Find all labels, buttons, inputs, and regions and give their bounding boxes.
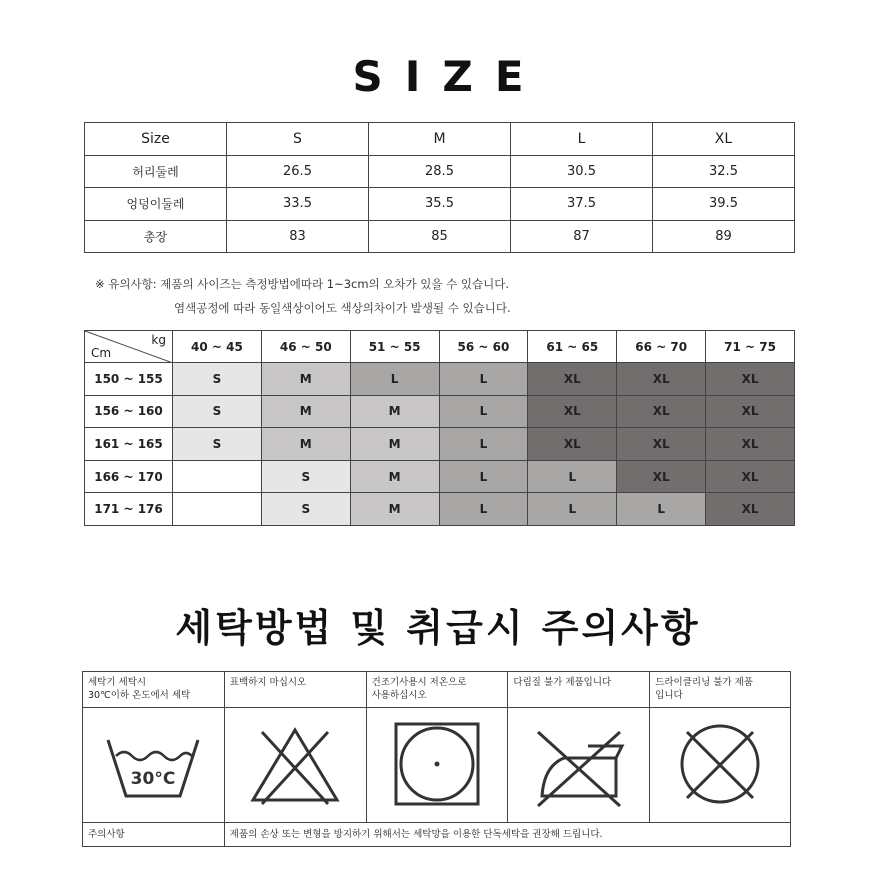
size-cell: S: [261, 493, 350, 526]
size-header-cell: Size: [85, 123, 227, 156]
table-row: [85, 220, 795, 253]
care-text-wash: 세탁기 세탁시 30℃이하 온도에서 세탁: [83, 672, 225, 708]
table-row: [85, 460, 795, 493]
size-cell: M: [350, 395, 439, 428]
height-label: 150 ~ 155: [85, 363, 173, 396]
weight-header-cell: 71 ~ 75: [706, 331, 795, 363]
size-cell: [173, 460, 262, 493]
size-cell: XL: [617, 428, 706, 461]
size-cell: S: [173, 395, 262, 428]
note-line-2: 염색공정에 따라 동일색상이어도 색상의차이가 발생될 수 있습니다.: [174, 301, 511, 315]
size-cell: [173, 493, 262, 526]
size-cell: XL: [706, 460, 795, 493]
measure-cell: 87: [511, 220, 653, 253]
size-table: [84, 122, 795, 253]
corner-cm-label: Cm: [91, 346, 112, 360]
measure-cell: 35.5: [369, 188, 511, 221]
size-cell: XL: [706, 363, 795, 396]
height-label: 156 ~ 160: [85, 395, 173, 428]
size-cell: L: [617, 493, 706, 526]
weight-header-cell: 56 ~ 60: [439, 331, 528, 363]
row-label: 총장: [85, 220, 227, 253]
height-label: 161 ~ 165: [85, 428, 173, 461]
table-row: [85, 155, 795, 188]
size-cell: S: [261, 460, 350, 493]
measure-cell: 37.5: [511, 188, 653, 221]
size-cell: XL: [706, 428, 795, 461]
size-cell: L: [439, 363, 528, 396]
size-cell: M: [350, 428, 439, 461]
size-cell: M: [261, 395, 350, 428]
care-text-dry: 건조기사용시 저온으로 사용하십시오: [366, 672, 508, 708]
size-header-cell: XL: [653, 123, 795, 156]
measure-cell: 85: [369, 220, 511, 253]
size-cell: L: [439, 493, 528, 526]
care-title: 세탁방법 및 취급시 주의사항: [175, 606, 701, 650]
footer-label: 주의사항: [83, 823, 225, 847]
size-header-cell: S: [227, 123, 369, 156]
notes: [95, 272, 511, 320]
weight-header-cell: 61 ~ 65: [528, 331, 617, 363]
size-header-cell: L: [511, 123, 653, 156]
no-iron-icon: [508, 708, 650, 823]
table-row: [85, 188, 795, 221]
size-cell: XL: [617, 363, 706, 396]
measure-cell: 33.5: [227, 188, 369, 221]
size-cell: L: [439, 460, 528, 493]
care-footer-row: [83, 823, 791, 847]
corner-cell: [85, 331, 173, 363]
care-text-bleach: 표백하지 마십시오: [224, 672, 366, 708]
corner-kg-label: kg: [151, 333, 166, 347]
size-cell: XL: [706, 395, 795, 428]
size-cell: L: [350, 363, 439, 396]
size-cell: M: [350, 460, 439, 493]
size-cell: M: [261, 363, 350, 396]
height-label: 166 ~ 170: [85, 460, 173, 493]
measure-cell: 83: [227, 220, 369, 253]
size-header-cell: M: [369, 123, 511, 156]
wash-30-icon: [83, 708, 225, 823]
no-bleach-icon: [224, 708, 366, 823]
size-title: SIZE: [352, 52, 546, 101]
care-text-row: [83, 672, 791, 708]
size-cell: XL: [617, 395, 706, 428]
no-dry-clean-icon: [650, 708, 791, 823]
measure-cell: 32.5: [653, 155, 795, 188]
care-text-iron: 다림질 불가 제품입니다: [508, 672, 650, 708]
size-cell: XL: [528, 428, 617, 461]
wash-temp: 30°C: [131, 769, 176, 789]
recommend-size-table: [84, 330, 795, 526]
size-cell: L: [528, 460, 617, 493]
size-cell: L: [528, 493, 617, 526]
table-row: [85, 428, 795, 461]
recommend-header: [85, 331, 795, 363]
size-cell: L: [439, 395, 528, 428]
care-icon-row: [83, 708, 791, 823]
tumble-dry-low-icon: [366, 708, 508, 823]
size-cell: XL: [528, 363, 617, 396]
table-row: [85, 493, 795, 526]
size-cell: XL: [617, 460, 706, 493]
care-text-dryclean: 드라이클리닝 불가 제품 입니다: [650, 672, 791, 708]
size-cell: S: [173, 363, 262, 396]
size-table-header: [85, 123, 795, 156]
footer-text: 제품의 손상 또는 변형을 방지하기 위해서는 세탁망을 이용한 단독세탁을 권장해 드립니다.: [224, 823, 790, 847]
measure-cell: 26.5: [227, 155, 369, 188]
height-label: 171 ~ 176: [85, 493, 173, 526]
measure-cell: 28.5: [369, 155, 511, 188]
size-cell: M: [261, 428, 350, 461]
row-label: 엉덩이둘레: [85, 188, 227, 221]
care-table: [82, 671, 791, 847]
note-line-1: ※ 유의사항: 제품의 사이즈는 측정방법에따라 1~3cm의 오차가 있을 수 있습니다.: [95, 277, 510, 291]
table-row: [85, 363, 795, 396]
weight-header-cell: 66 ~ 70: [617, 331, 706, 363]
measure-cell: 30.5: [511, 155, 653, 188]
measure-cell: 39.5: [653, 188, 795, 221]
measure-cell: 89: [653, 220, 795, 253]
size-cell: XL: [528, 395, 617, 428]
weight-header-cell: 46 ~ 50: [261, 331, 350, 363]
weight-header-cell: 51 ~ 55: [350, 331, 439, 363]
table-row: [85, 395, 795, 428]
weight-header-cell: 40 ~ 45: [173, 331, 262, 363]
size-cell: S: [173, 428, 262, 461]
size-cell: XL: [706, 493, 795, 526]
row-label: 허리둘레: [85, 155, 227, 188]
size-cell: M: [350, 493, 439, 526]
size-cell: L: [439, 428, 528, 461]
